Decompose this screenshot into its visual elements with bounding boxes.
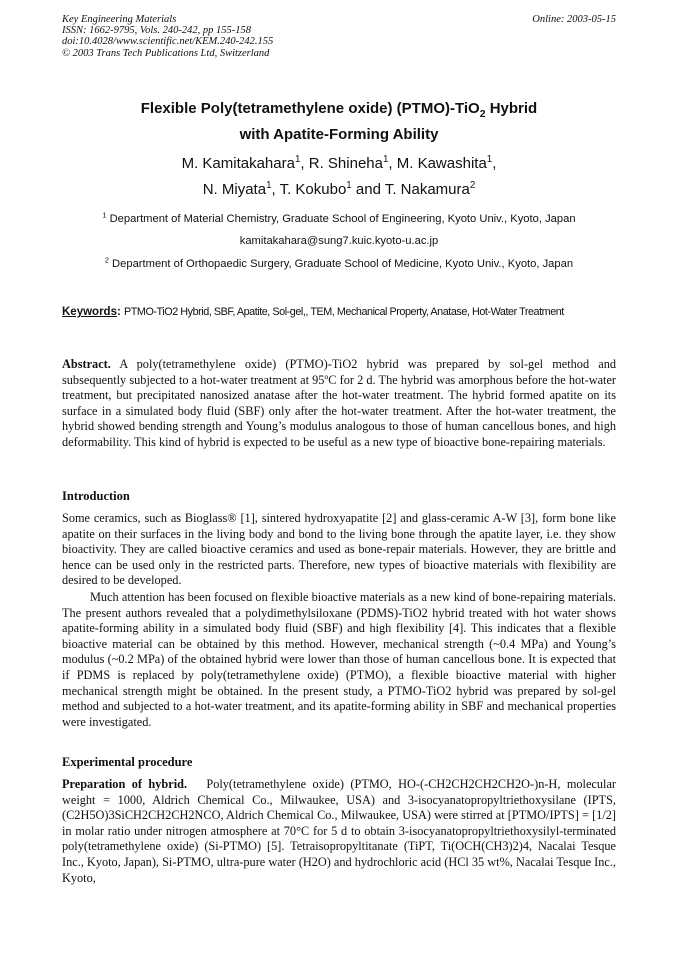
experimental-text: Poly(tetramethylene oxide) (PTMO, HO-(-CH2CH2CH2CH2O-)n-H, molecular weight = 1000, Aldrich Chemical Co., Milwaukee, USA) and 3-isocyanatopropyltriethoxysilane (IPTS, (C2H5O)3SiCH2CH2CH2NCO, Aldrich Chemical Co., Milwaukee, USA) were stirred at [PTMO/IPTS] = [1/2] in molar ratio under nitrogen atmosphere at 70°C for 5 d to obtain 3-isocyanatopropyltriethoxysilyl-terminated poly(tetramethylene oxide) (Si-PTMO) [5]. Tetraisopropyltitanate (TiPT, Ti(OCH(CH3)2)4, Nacalai Tesque Inc., Kyoto, Japan), Si-PTMO, ultra-pure water (H2O) and hydrochloric acid (HCl 35 wt%, Nacalai Tesque Inc., Kyoto,: [62, 777, 616, 885]
affiliation-number: 2: [104, 255, 109, 265]
author-name: N. Miyata: [202, 181, 267, 198]
author-affiliation-mark: 1: [486, 154, 493, 165]
online-date: Online: 2003-05-15: [532, 14, 616, 25]
journal-name: Key Engineering Materials: [62, 14, 177, 25]
experimental-paragraph: [62, 777, 616, 886]
title-line1-pre: Flexible Poly(tetramethylene oxide) (PTMO)-TiO: [140, 100, 480, 117]
paper-title: [62, 96, 616, 148]
journal-header: [62, 14, 616, 59]
experimental-subheading: Preparation of hybrid.: [62, 777, 188, 791]
author-name: T. Nakamura: [384, 181, 470, 198]
keywords-list: PTMO-TiO2 Hybrid, SBF, Apatite, Sol-gel,, TEM, Mechanical Property, Anatase, Hot-Water Treatment: [124, 306, 564, 318]
affiliation-1: [62, 212, 616, 226]
author-affiliation-mark: 1: [382, 154, 389, 165]
author-affiliation-mark: 1: [266, 180, 272, 191]
author-affiliation-mark: 1: [294, 154, 301, 165]
affiliation-text: Department of Material Chemistry, Graduate School of Engineering, Kyoto Univ., Kyoto, Japan: [106, 213, 576, 225]
abstract-paragraph: [62, 357, 616, 451]
introduction-heading: Introduction: [62, 489, 130, 503]
author-name: M. Kamitakahara: [181, 155, 295, 172]
keywords-line: Keywords: PTMO-TiO2 Hybrid, SBF, Apatite, Sol-gel,, TEM, Mechanical Property, Anatase, Hot-Water Treatment: [62, 306, 564, 318]
doi-line: doi:10.4028/www.scientific.net/KEM.240-242.155: [62, 36, 274, 48]
contact-email: kamitakahara@sung7.kuic.kyoto-u.ac.jp: [239, 235, 439, 247]
affiliation-2: [62, 257, 616, 271]
author-affiliation-mark: 1: [346, 180, 352, 191]
author-name: T. Kokubo: [279, 181, 347, 198]
author-name: M. Kawashita: [396, 155, 487, 172]
author-name: R. Shineha: [308, 155, 383, 172]
introduction-paragraph-2: Much attention has been focused on flexible bioactive materials as a new kind of bone-repairing materials. The present authors revealed that a polydimethylsiloxane (PDMS)-TiO2 hybrid treated with hot water shows apatite-forming ability in a simulated body fluid (SBF) and high flexibility [4]. This indicates that a flexible bioactive material can be obtained by this method. However, mechanical strength (~0.4 MPa) and Young’s modulus (~0.2 MPa) of the obtained hybrid were lower than those of human cancellous bone. It is expected that if PDMS is replaced by poly(tetramethylene oxide) (PTMO), a flexible bioactive material with higher mechanical strength might be obtained. In the present study, a PTMO-TiO2 hybrid was prepared by sol-gel method and subjected to a hot-water treatment, and its apatite-forming ability in SBF and mechanical properties were investigated.: [62, 590, 616, 729]
issn-line: ISSN: 1662-9795, Vols. 240-242, pp 155-158: [62, 25, 251, 37]
abstract-text: A poly(tetramethylene oxide) (PTMO)-TiO2 hybrid was prepared by sol-gel method and subsequently subjected to a hot-water treatment at 95ºC for 2 d. The hybrid was amorphous before the hot-water treatment, but precipitated nanosized anatase after the hot-water treatment. The hybrid formed apatite on its surface in a simulated body fluid (SBF) only after the hot-water treatment. After the hot-water treatment, the hybrid showed bending strength and Young’s modulus analogous to those of human cancellous bones, and high deformability. This kind of hybrid is expected to be useful as a new type of bioactive bone-repairing materials.: [62, 357, 616, 449]
introduction-paragraph-1: Some ceramics, such as Bioglass® [1], sintered hydroxyapatite [2] and glass-ceramic A-W [3], form bone like apatite on their surfaces in the living body and bond to the living bone through the apatite layer, i.e. they show bioactivity. They are called bioactive ceramics and used as bone-repair materials. However, they are brittle and hence can be used only in the restricted parts. Therefore, new types of bioactive materials with flexibility are desired to be developed.: [62, 511, 616, 588]
title-line2: with Apatite-Forming Ability: [239, 126, 439, 143]
copyright-line: © 2003 Trans Tech Publications Ltd, Switzerland: [62, 47, 270, 59]
abstract-label: Abstract.: [62, 357, 111, 371]
author-list: M. Kamitakahara$^1$, R. Shineha$^1$, M. Kawashita$^1$, N. Miyata$^1$, T. Kokubo$^1$ and T. Nakamura$^2$: [181, 154, 497, 198]
affiliation-text: Department of Orthopaedic Surgery, Graduate School of Medicine, Kyoto Univ., Kyoto, Japan: [108, 258, 574, 270]
title-line1-post: Hybrid: [485, 100, 538, 117]
title-line1-sub: 2: [479, 108, 486, 120]
affiliation-number: 1: [102, 210, 107, 220]
author-affiliation-mark: 2: [469, 180, 476, 191]
keywords-label: Keywords: [62, 306, 117, 318]
experimental-heading: Experimental procedure: [62, 755, 193, 769]
